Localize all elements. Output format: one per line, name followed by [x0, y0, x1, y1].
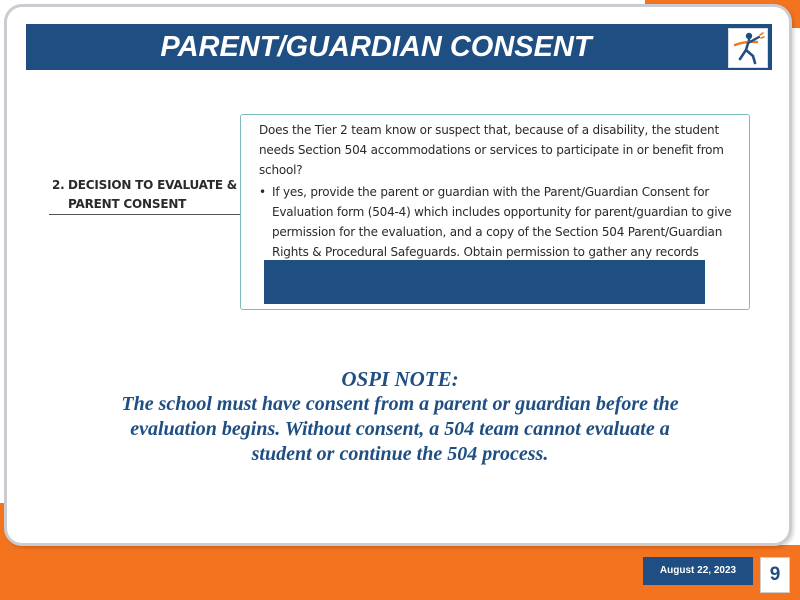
footer-date: August 22, 2023 — [643, 557, 753, 585]
bullet-dot-icon: • — [259, 185, 266, 199]
title-bar — [26, 24, 772, 70]
step-underline — [49, 214, 241, 215]
step-label-line2: PARENT CONSENT — [68, 197, 187, 211]
ospi-note-heading: OSPI NOTE: — [341, 367, 459, 391]
slide-title: PARENT/GUARDIAN CONSENT — [160, 31, 592, 63]
ospi-note — [80, 366, 720, 467]
ospi-note-body: The school must have consent from a parent or guardian before the evaluation begins. Without consent, a 504 team cannot evaluate a student or continue the 504 process. — [121, 393, 679, 465]
page-number: 9 — [760, 557, 790, 593]
step-label — [52, 176, 242, 214]
consent-bullet-text: If yes, provide the parent or guardian with the Parent/Guardian Consent for Evaluation form (504-4) which includes opportunity for parent/guardian to give permission for the evaluation, and a copy of the Section 504 Parent/Guardian Rights & Procedural Safeguards. Obtain permission to gather any records — [272, 185, 732, 259]
tier2-question: Does the Tier 2 team know or suspect that, because of a disability, the student needs Section 504 accommodations or services to participate in or benefit from school? — [259, 123, 724, 177]
consent-bullet — [259, 182, 752, 262]
cover-panel — [264, 260, 705, 304]
student-figure-logo-icon — [728, 28, 768, 68]
step-number: 2. — [52, 178, 65, 192]
step-label-line1: DECISION TO EVALUATE & — [68, 178, 238, 192]
